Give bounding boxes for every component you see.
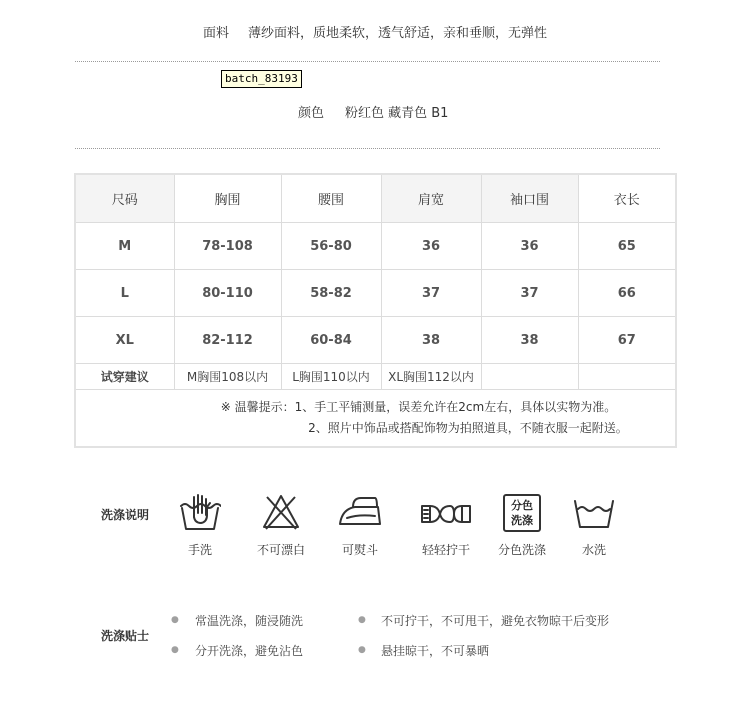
fit-advice-cell: XL胸围112以内 (381, 364, 481, 390)
bullet-icon: ● (358, 615, 366, 625)
table-cell: 82-112 (174, 317, 281, 364)
no-bleach-icon (262, 493, 300, 531)
iron-icon (337, 494, 383, 530)
wash-label: 不可漂白 (256, 543, 305, 557)
wash-label: 可熨斗 (341, 543, 378, 557)
tip-item: 不可拧干，不可甩干，避免衣物晾干后变形 (381, 614, 610, 628)
size-table (74, 173, 677, 448)
size-cell: XL (75, 317, 174, 364)
table-header-row (75, 174, 676, 223)
tooltip: batch_83193 (221, 70, 302, 88)
badge-line: 分色 (511, 499, 533, 512)
tip-item: 常温洗涤，随浸随洗 (195, 614, 304, 628)
table-cell: 58-82 (281, 270, 381, 317)
table-cell: 56-80 (281, 223, 381, 270)
table-row (75, 223, 676, 270)
bullet-icon: ● (171, 615, 179, 625)
wash-label: 手洗 (187, 543, 212, 557)
divider (75, 61, 660, 62)
table-row (75, 317, 676, 364)
tip-item: 分开洗涤，避免沾色 (195, 644, 304, 658)
bullet-icon: ● (171, 645, 179, 655)
table-cell: 60-84 (281, 317, 381, 364)
table-cell: 36 (381, 223, 481, 270)
fabric-value: 薄纱面料，质地柔软，透气舒适，亲和垂顺，无弹性 (248, 26, 548, 41)
note-line: ※ 温馨提示：1、手工平铺测量，误差允许在2cm左右，具体以实物为准。 (220, 400, 617, 414)
table-cell: 38 (481, 317, 578, 364)
header-cell: 腰围 (281, 174, 381, 223)
badge-line: 洗涤 (511, 514, 533, 527)
table-cell: 36 (481, 223, 578, 270)
gentle-wring-icon (420, 500, 472, 528)
color-label: 颜色 (298, 106, 325, 121)
header-cell: 肩宽 (381, 174, 481, 223)
table-row (75, 270, 676, 317)
wash-label: 轻轻拧干 (421, 543, 470, 557)
size-cell: M (75, 223, 174, 270)
fit-advice-cell (578, 364, 676, 390)
fit-advice-cell: L胸围110以内 (281, 364, 381, 390)
note-line: 2、照片中饰品或搭配饰物为拍照道具，不随衣服一起附送。 (308, 421, 628, 435)
table-cell: 78-108 (174, 223, 281, 270)
separate-colors-icon (503, 494, 541, 532)
table-cell: 65 (578, 223, 676, 270)
header-cell: 衣长 (578, 174, 676, 223)
wash-label: 水洗 (581, 543, 606, 557)
bullet-icon: ● (358, 645, 366, 655)
table-cell: 80-110 (174, 270, 281, 317)
fit-advice-label: 试穿建议 (75, 364, 174, 390)
table-cell: 67 (578, 317, 676, 364)
table-cell: 66 (578, 270, 676, 317)
header-cell: 胸围 (174, 174, 281, 223)
fabric-label: 面料 (203, 26, 230, 41)
table-cell: 37 (481, 270, 578, 317)
washing-title: 洗涤说明 (101, 508, 150, 522)
notes-row (75, 390, 676, 448)
notes-cell (75, 390, 676, 448)
fit-advice-row (75, 364, 676, 390)
wash-label: 分色洗涤 (497, 543, 546, 557)
header-cell: 尺码 (75, 174, 174, 223)
tips-title: 洗涤贴士 (101, 629, 150, 643)
divider (75, 148, 660, 149)
table-cell: 38 (381, 317, 481, 364)
tip-item: 悬挂晾干，不可暴晒 (381, 644, 490, 658)
header-cell: 袖口围 (481, 174, 578, 223)
fit-advice-cell (481, 364, 578, 390)
color-value: 粉红色 藏青色 B1 (345, 106, 449, 121)
size-cell: L (75, 270, 174, 317)
fit-advice-cell: M胸围108以内 (174, 364, 281, 390)
water-wash-icon (573, 497, 615, 529)
table-cell: 37 (381, 270, 481, 317)
hand-wash-icon (179, 493, 221, 531)
